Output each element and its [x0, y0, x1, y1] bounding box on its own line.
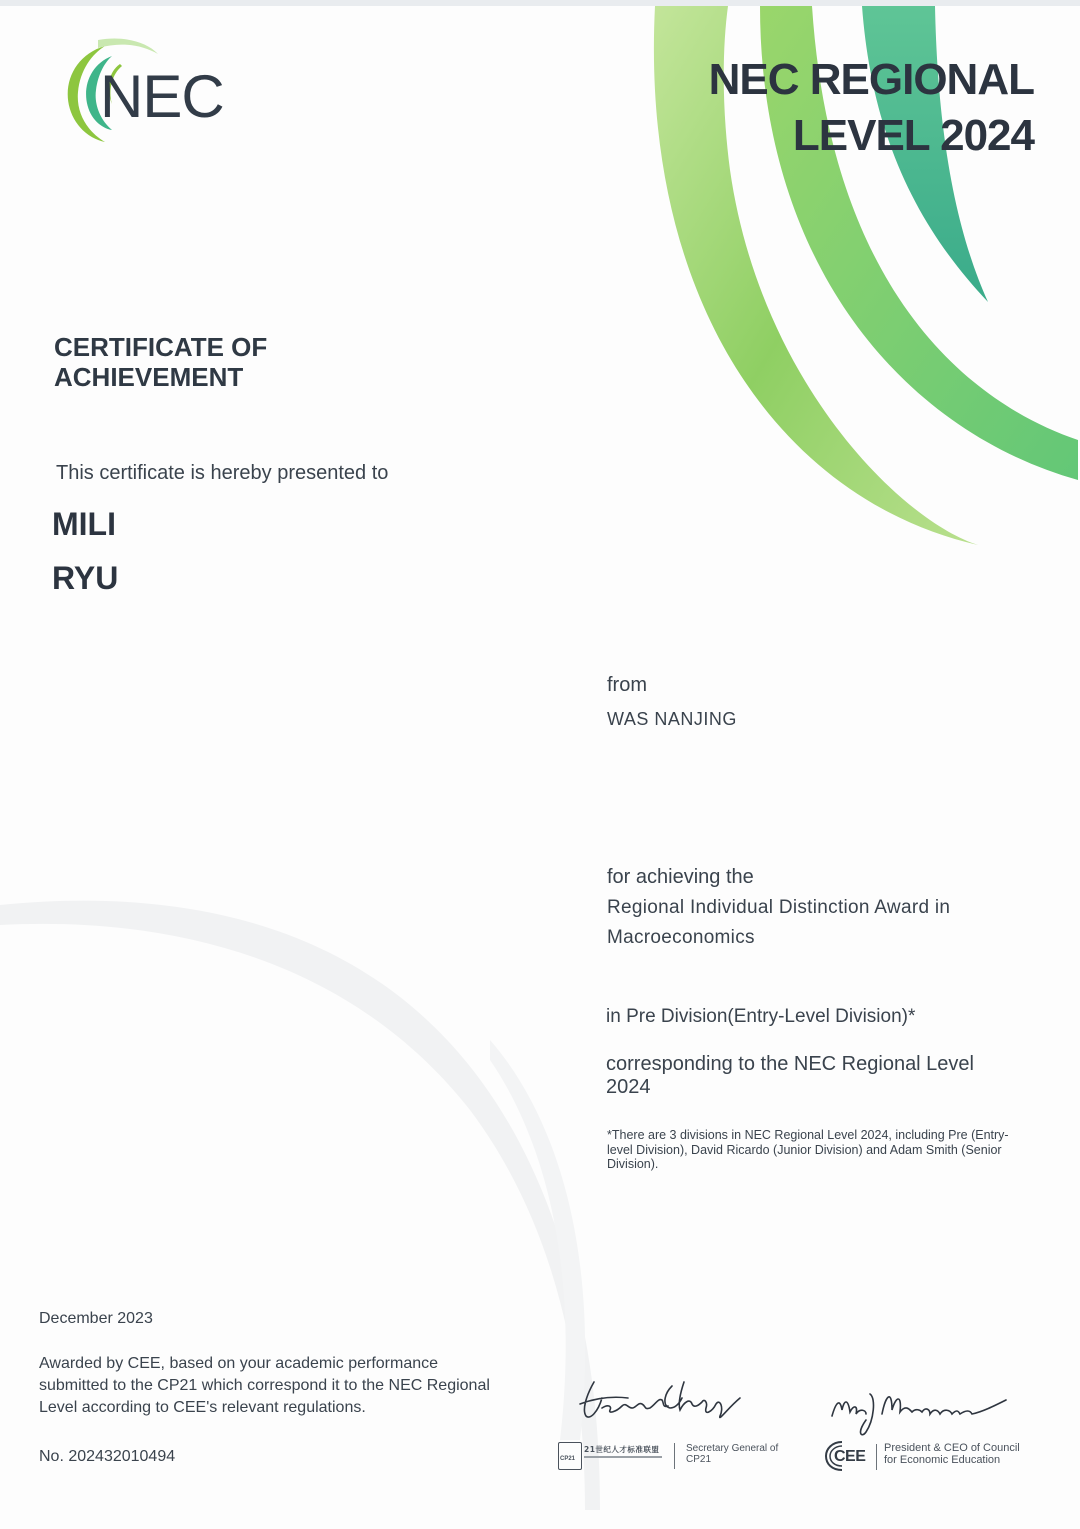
issue-date: December 2023: [39, 1310, 153, 1327]
cp21-org-subline: [584, 1456, 662, 1458]
presented-to-text: This certificate is hereby presented to: [56, 462, 389, 484]
recipient-first-name: MILI: [52, 506, 116, 542]
recipient-last-name: RYU: [52, 560, 119, 596]
awarded-statement: Awarded by CEE, based on your academic performance submitted to the CP21 which correspond it to the NEC Regional Level according to CEE's relevant regulations.: [39, 1355, 490, 1416]
event-title-line1: NEC REGIONAL: [708, 55, 1034, 104]
from-label: from: [607, 674, 647, 696]
certificate-title: [54, 332, 267, 392]
school-name: WAS NANJING: [607, 709, 737, 729]
cp21-signatory-role: Secretary General of CP21: [686, 1443, 779, 1465]
signature-howard-chang: [572, 1368, 752, 1428]
certificate-title-line1: CERTIFICATE OF: [54, 332, 268, 362]
cp21-org-name: 21世纪人才标准联盟: [584, 1445, 660, 1454]
event-title: [709, 52, 1034, 164]
cee-signatory-block: [820, 1438, 1040, 1478]
certificate-number: No. 202432010494: [39, 1448, 176, 1465]
signatory-divider: [674, 1443, 675, 1469]
cp21-logo-text: CP21: [560, 1456, 576, 1462]
achieving-label: for achieving the: [607, 866, 754, 888]
event-title-line2: LEVEL 2024: [792, 111, 1034, 160]
signature-man-j-merrison: [826, 1380, 1016, 1440]
cee-signatory-role: President & CEO of Council for Economic Education: [884, 1442, 1020, 1466]
signatory-divider: [876, 1444, 877, 1470]
certificate-title-line2: ACHIEVEMENT: [54, 362, 244, 392]
corresponding-text: corresponding to the NEC Regional Level 2024: [606, 1053, 974, 1098]
divisions-footnote: *There are 3 divisions in NEC Regional Level 2024, including Pre (Entry-level Division), David Ricardo (Junior Division) and Adam Smith (Senior Division).: [607, 1128, 1009, 1171]
cee-logo-text: CEE: [834, 1448, 866, 1465]
nec-logo-text: NEC: [100, 63, 224, 130]
cp21-signatory-block: [558, 1440, 778, 1474]
award-name: Regional Individual Distinction Award in Macroeconomics: [607, 897, 951, 948]
division-text: in Pre Division(Entry-Level Division)*: [606, 1006, 916, 1027]
